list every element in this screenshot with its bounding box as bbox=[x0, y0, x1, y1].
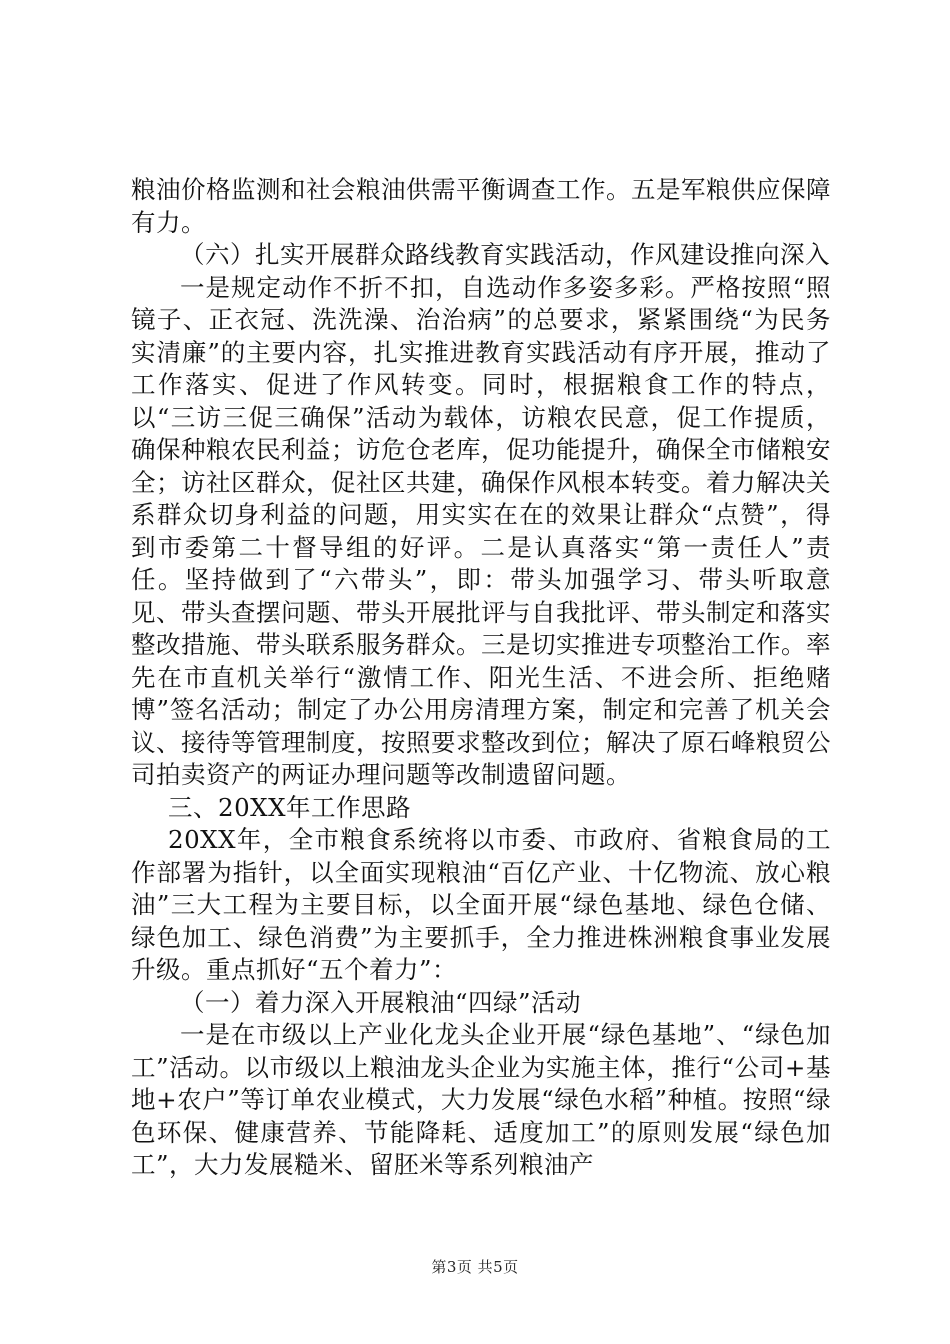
paragraph-work-plan: 20XX年，全市粮食系统将以市委、市政府、省粮食局的工作部署为指针，以全面实现粮油“百亿产业、十亿物流、放心粮油”三大工程为主要目标，以全面开展“绿色基地、绿色仓储、绿色加工、绿色消费”为主要抓手，全力推进株洲粮食事业发展升级。重点抓好“五个着力”： bbox=[131, 825, 831, 984]
paragraph-green-activities: 一是在市级以上产业化龙头企业开展“绿色基地”、“绿色加工”活动。以市级以上粮油龙头企业为实施主体，推行“公司+基地+农户”等订单农业模式，大力发展“绿色水稻”种植。按照“绿色环保、健康营养、节能降耗、适度加工”的原则发展“绿色加工”，大力发展糙米、留胚米等系列粮油产 bbox=[131, 1020, 831, 1179]
document-body bbox=[131, 174, 831, 1182]
paragraph-continuation: 粮油价格监测和社会粮油供需平衡调查工作。五是军粮供应保障有力。 bbox=[131, 175, 831, 237]
section-heading-six: （六）扎实开展群众路线教育实践活动，作风建设推向深入 bbox=[180, 240, 830, 269]
subsection-heading-one: （一）着力深入开展粮油“四绿”活动 bbox=[180, 987, 582, 1017]
paragraph-work-style: 一是规定动作不折不扣，自选动作多姿多彩。严格按照“照镜子、正衣冠、洗洗澡、治治病”的总要求，紧紧围绕“为民务实清廉”的主要内容，扎实推进教育实践活动有序开展，推动了工作落实、促进了作风转变。同时，根据粮食工作的特点，以“三访三促三确保”活动为载体，访粮农民意，促工作提质，确保种粮农民利益；访危仓老库，促功能提升，确保全市储粮安全；访社区群众，促社区共建，确保作风根本转变。着力解决关系群众切身利益的问题，用实实在在的效果让群众“点赞”，得到市委第二十督导组的好评。二是认真落实“第一责任人”责任。坚持做到了“六带头”，即：带头加强学习、带头听取意见、带头查摆问题、带头开展批评与自我批评、带头制定和落实整改措施、带头联系服务群众。三是切实推进专项整治工作。率先在市直机关举行“激情工作、阳光生活、不进会所、拒绝赌博”签名活动；制定了办公用房清理方案，制定和完善了机关会议、接待等管理制度，按照要求整改到位；解决了原石峰粮贸公司拍卖资产的两证办理问题等改制遗留问题。 bbox=[131, 272, 831, 789]
page-number-footer: 第3页 共5页 bbox=[431, 1258, 519, 1276]
section-heading-three: 三、20XX年工作思路 bbox=[168, 792, 412, 822]
